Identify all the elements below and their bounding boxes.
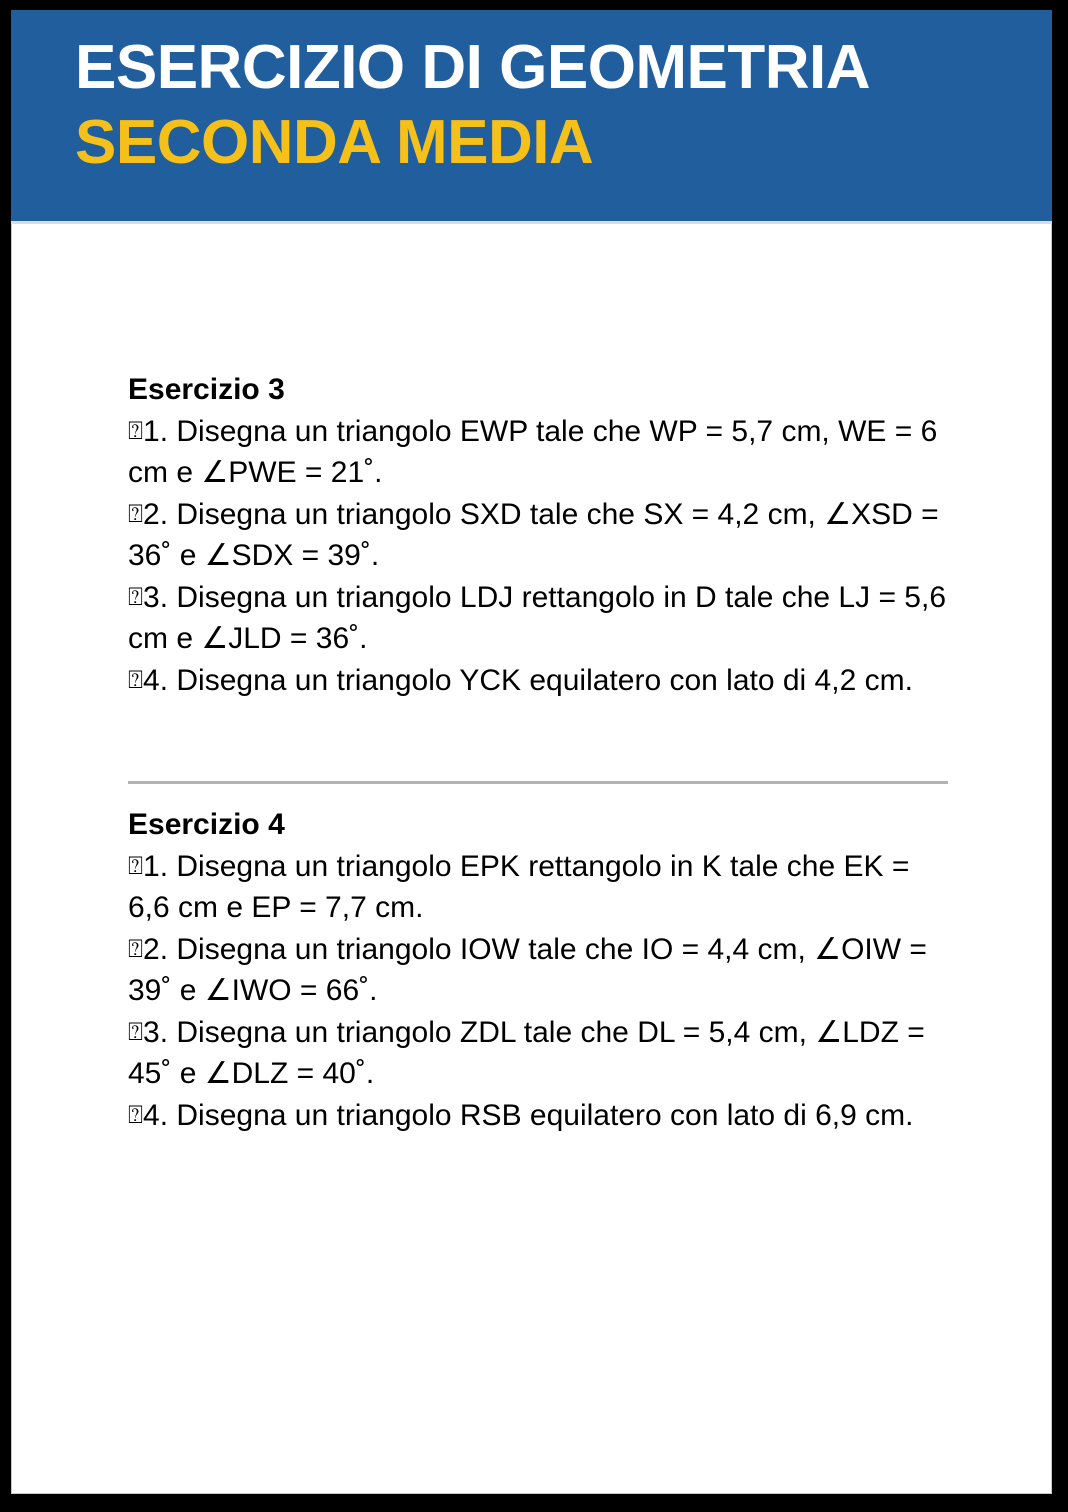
document-body: [11, 224, 1052, 1494]
task-text: 3. Disegna un triangolo LDJ rettangolo in D tale che LJ = 5,6 cm e ∠JLD = 36˚.: [128, 581, 947, 655]
banner-subtitle: SECONDA MEDIA: [75, 108, 594, 177]
task-item: [128, 845, 948, 928]
task-text: 4. Disegna un triangolo YCK equilatero con lato di 4,2 cm.: [143, 664, 913, 697]
document-sheet: [11, 10, 1052, 1494]
task-text: 2. Disegna un triangolo SXD tale che SX = 4,2 cm, ∠XSD = 36˚ e ∠SDX = 39˚.: [128, 498, 939, 572]
task-item: [128, 410, 948, 493]
task-item: [128, 659, 948, 701]
missing-glyph-icon: ⍰: [128, 499, 144, 528]
exercise-heading: Esercizio 4: [128, 808, 285, 841]
missing-glyph-icon: ⍰: [128, 934, 144, 963]
task-text: 4. Disegna un triangolo RSB equilatero con lato di 6,9 cm.: [143, 1099, 914, 1132]
exercise-section-3: [128, 369, 948, 701]
task-text: 2. Disegna un triangolo IOW tale che IO = 4,4 cm, ∠OIW = 39˚ e ∠IWO = 66˚.: [128, 933, 927, 1007]
missing-glyph-icon: ⍰: [128, 851, 144, 880]
missing-glyph-icon: ⍰: [128, 1017, 144, 1046]
missing-glyph-icon: ⍰: [128, 582, 144, 611]
header-banner: [11, 10, 1052, 224]
task-item: [128, 928, 948, 1011]
banner-title: ESERCIZIO DI GEOMETRIA: [75, 33, 871, 102]
task-text: 1. Disegna un triangolo EPK rettangolo in K tale che EK = 6,6 cm e EP = 7,7 cm.: [128, 850, 910, 924]
exercise-heading: Esercizio 3: [128, 373, 285, 406]
task-item: [128, 576, 948, 659]
task-list: [128, 845, 948, 1136]
task-text: 3. Disegna un triangolo ZDL tale che DL = 5,4 cm, ∠LDZ = 45˚ e ∠DLZ = 40˚.: [128, 1016, 925, 1090]
exercise-section-4: [128, 804, 948, 1136]
missing-glyph-icon: ⍰: [128, 1100, 144, 1129]
missing-glyph-icon: ⍰: [128, 416, 144, 445]
task-item: [128, 1094, 948, 1136]
task-text: 1. Disegna un triangolo EWP tale che WP = 5,7 cm, WE = 6 cm e ∠PWE = 21˚.: [128, 415, 938, 489]
missing-glyph-icon: ⍰: [128, 665, 144, 694]
task-item: [128, 1011, 948, 1094]
task-item: [128, 493, 948, 576]
task-list: [128, 410, 948, 701]
section-divider: [128, 781, 948, 784]
